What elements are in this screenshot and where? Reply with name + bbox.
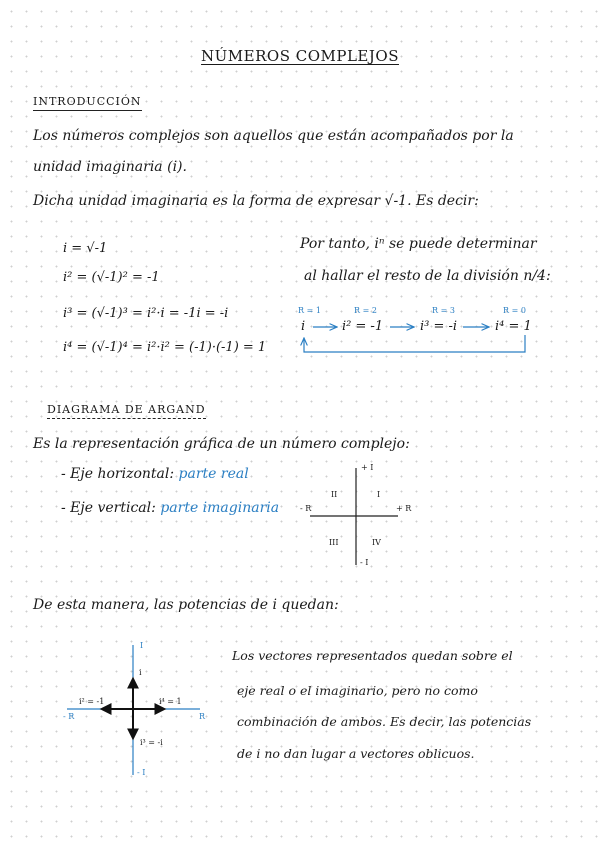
remainder-label-1: R = 1 bbox=[298, 306, 321, 315]
bullet-horizontal-text: - Eje horizontal: bbox=[61, 466, 175, 482]
bullet-vertical-value: parte imaginaria bbox=[160, 500, 280, 516]
equation-i4: i⁴ = (√-1)⁴ = i²·i² = (-1)·(-1) = 1 bbox=[63, 340, 267, 355]
argand-axis-right: + R bbox=[396, 504, 412, 513]
powers-axis-left: - R bbox=[63, 712, 75, 721]
argand-axis-left: - R bbox=[300, 504, 312, 513]
vector-label-i: i bbox=[139, 668, 142, 677]
powers-text-line2: eje real o el imaginario, pero no como bbox=[237, 683, 478, 698]
vector-label-i4: i⁴ = 1 bbox=[159, 697, 182, 706]
powers-axis-right: R bbox=[199, 712, 206, 721]
quadrant-III: III bbox=[329, 538, 339, 547]
intro-paragraph-line1: Los números complejos son aquellos que están acompañados por la bbox=[33, 128, 514, 144]
cycle-item-i2: i² = -1 bbox=[342, 319, 384, 334]
quadrant-IV: IV bbox=[372, 538, 381, 547]
vector-label-i2: i² = -1 bbox=[79, 697, 105, 706]
argand-intro: Es la representación gráfica de un número complejo: bbox=[33, 436, 410, 452]
powers-text-line3: combinación de ambos. Es decir, las potencias bbox=[237, 714, 532, 729]
equation-i3: i³ = (√-1)³ = i²·i = -1i = -i bbox=[63, 306, 229, 321]
quadrant-II: II bbox=[331, 490, 338, 499]
remainder-label-0: R = 0 bbox=[503, 306, 526, 315]
argand-heading: DIAGRAMA DE ARGAND bbox=[47, 403, 206, 419]
equation-i2: i² = (√-1)² = -1 bbox=[63, 270, 160, 285]
cycle-item-i3: i³ = -i bbox=[420, 319, 458, 334]
argand-axis-top: + I bbox=[361, 463, 374, 472]
cycle-item-i4: i⁴ = 1 bbox=[495, 319, 532, 334]
intro-heading: INTRODUCCIÓN bbox=[33, 95, 142, 111]
quadrant-I: I bbox=[377, 490, 381, 499]
note-line2: al hallar el resto de la división n/4: bbox=[304, 268, 551, 284]
bullet-horizontal-value: parte real bbox=[178, 466, 249, 482]
intro-paragraph-2: Dicha unidad imaginaria es la forma de expresar √-1. Es decir: bbox=[33, 193, 479, 209]
powers-intro: De esta manera, las potencias de i quedan: bbox=[33, 597, 339, 613]
powers-text-line4: de i no dan lugar a vectores oblicuos. bbox=[237, 746, 475, 761]
powers-text-line1: Los vectores representados quedan sobre el bbox=[232, 648, 513, 663]
page-title: NÚMEROS COMPLEJOS bbox=[201, 47, 399, 65]
intro-paragraph-line2: unidad imaginaria (i). bbox=[33, 159, 187, 175]
equation-i: i = √-1 bbox=[63, 241, 108, 256]
cycle-return-arrow bbox=[304, 335, 525, 352]
cycle-item-i: i bbox=[301, 319, 306, 334]
vector-label-i3: i³ = -i bbox=[140, 738, 163, 747]
bullet-vertical-text: - Eje vertical: bbox=[61, 500, 156, 516]
remainder-label-3: R = 3 bbox=[432, 306, 455, 315]
note-line1: Por tanto, iⁿ se puede determinar bbox=[300, 236, 537, 252]
remainder-label-2: R = 2 bbox=[354, 306, 377, 315]
powers-axis-top: I bbox=[140, 641, 144, 650]
powers-axis-bottom: - I bbox=[137, 768, 146, 777]
argand-axis-bottom: - I bbox=[360, 558, 369, 567]
